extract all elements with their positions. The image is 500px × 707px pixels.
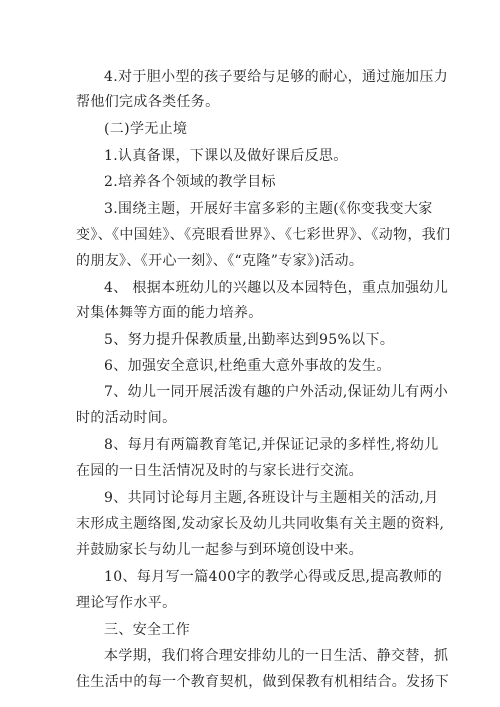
paragraph-line: 3.围绕主题，开展好丰富多彩的主题(《你变我变大家 (104, 201, 433, 217)
paragraph-line: 本学期，我们将合理安排幼儿的一日生活、静交替，抓 (104, 648, 449, 664)
paragraph-line: 帮他们完成各类任务。 (76, 94, 220, 110)
paragraph-line: 4、 根据本班幼儿的兴趣以及本园特色，重点加强幼儿 (104, 280, 449, 296)
section-heading-text: 三、安全工作 (104, 622, 191, 638)
paragraph-line: 变》、《中国娃》、《亮眼看世界》、《七彩世界》、《动物，我们 (76, 227, 451, 243)
paragraph-line: 2.培养各个领域的教学目标 (104, 174, 276, 190)
paragraph-line: 1.认真备课，下课以及做好课后反思。 (104, 148, 348, 164)
paragraph-line: 5、努力提升保教质量,出勤率达到95%以下。 (104, 332, 395, 348)
paragraph-line: 9、共同讨论每月主题,各班设计与主题相关的活动,月 (104, 490, 439, 506)
paragraph-line: 并鼓励家长与幼儿一起参与到环境创设中来。 (76, 542, 363, 558)
paragraph-line: 对集体舞等方面的能力培养。 (76, 305, 263, 321)
paragraph-line: 住生活中的每一个教育契机，做到保教有机相结合。发扬下 (76, 674, 450, 690)
paragraph-line: 末形成主题络图,发动家长及幼儿共同收集有关主题的资料, (76, 516, 445, 532)
section-heading-text: (二)学无止境 (104, 121, 188, 137)
paragraph-line: 7、幼儿一同开展活泼有趣的户外活动,保证幼儿有两小 (104, 384, 449, 400)
paragraph-line: 在园的一日生活情况及时的与家长进行交流。 (76, 463, 363, 479)
paragraph-line: 8、每月有两篇教育笔记,并保证记录的多样性,将幼儿 (104, 437, 439, 453)
paragraph-line: 4.对于胆小型的孩子要给与足够的耐心，通过施加压力 (104, 69, 449, 85)
paragraph-line: 的朋友》、《开心一刻》、《“克隆”专家》)活动。 (76, 253, 364, 269)
paragraph-line: 10、每月写一篇400字的教学心得或反思,提高教师的 (104, 569, 443, 585)
paragraph-line: 理论写作水平。 (76, 595, 177, 611)
paragraph-line: 时的活动时间。 (76, 410, 177, 426)
paragraph-line: 6、加强安全意识,杜绝重大意外事故的发生。 (104, 358, 391, 374)
